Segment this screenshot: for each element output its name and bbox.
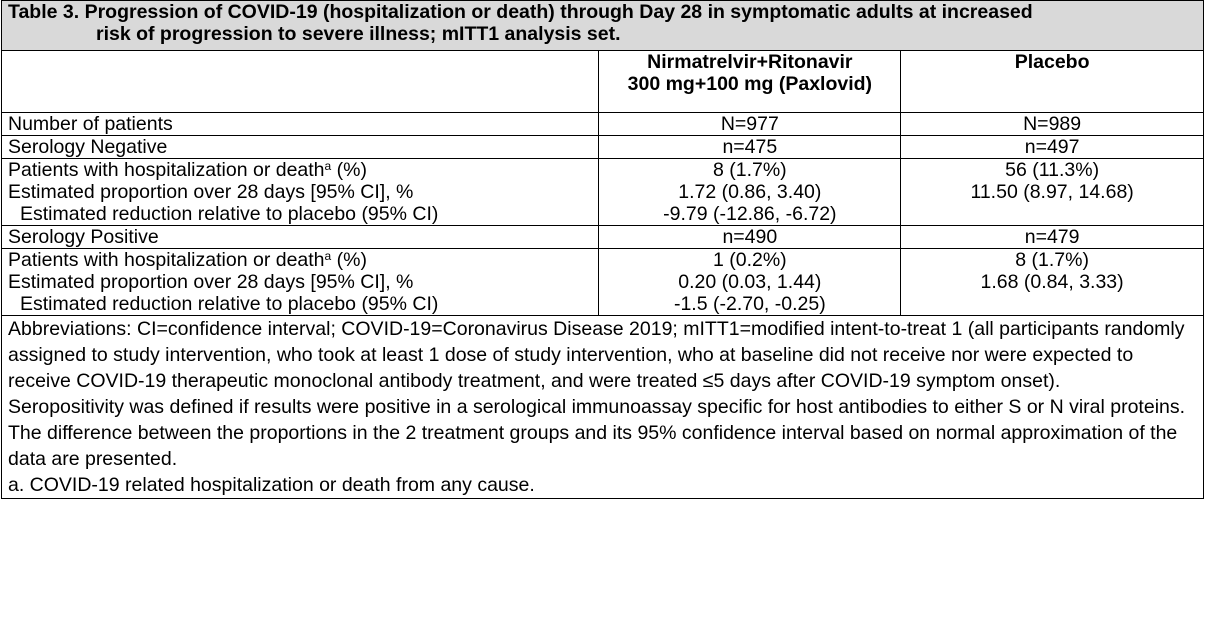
footnote-seropositivity: Seropositivity was defined if results were positive in a serological immunoassay specific for host antibodies to either S or N viral proteins. [8, 396, 1186, 418]
row-label: Serology Negative [2, 136, 599, 159]
placebo-value: 8 (1.7%) [1015, 249, 1089, 271]
row-label-tail: (%) [331, 159, 367, 181]
col-header-paxlovid [599, 51, 901, 113]
footnote-marker: a [324, 249, 332, 263]
column-header-row [2, 51, 1204, 113]
paxlovid-value: n=490 [599, 226, 901, 249]
paxlovid-value: 1.72 (0.86, 3.40) [678, 181, 822, 203]
row-label: Number of patients [2, 113, 599, 136]
row-label-line: Estimated proportion over 28 days [95% CI], % [8, 271, 414, 293]
table-title-row [2, 1, 1204, 51]
paxlovid-value-block [599, 159, 901, 226]
placebo-value: 11.50 (8.97, 14.68) [970, 181, 1134, 203]
row-label-text: Patients with hospitalization or death [8, 159, 325, 181]
footnotes [2, 316, 1204, 499]
row-label-line: Estimated reduction relative to placebo (95% CI) [20, 203, 439, 225]
paxlovid-value: n=475 [599, 136, 901, 159]
placebo-value-block [901, 249, 1204, 316]
table-row [2, 249, 1204, 316]
table-row [2, 136, 1204, 159]
footnote-marker: a [324, 159, 332, 173]
paxlovid-value: N=977 [599, 113, 901, 136]
row-label-tail: (%) [331, 249, 367, 271]
paxlovid-value-block [599, 249, 901, 316]
placebo-value: 1.68 (0.84, 3.33) [980, 271, 1124, 293]
row-label-block [2, 249, 599, 316]
paxlovid-value: -9.79 (-12.86, -6.72) [663, 203, 837, 225]
empty-header-cell [2, 51, 599, 113]
placebo-value: n=497 [901, 136, 1204, 159]
row-label: Serology Positive [2, 226, 599, 249]
title-line-1: Table 3. Progression of COVID-19 (hospitalization or death) through Day 28 in symptomatic adults at increased [8, 1, 1033, 23]
paxlovid-value: -1.5 (-2.70, -0.25) [673, 293, 826, 315]
placebo-value: n=479 [901, 226, 1204, 249]
table-row [2, 113, 1204, 136]
placebo-value-block [901, 159, 1204, 226]
row-label-line: Estimated proportion over 28 days [95% CI], % [8, 181, 414, 203]
placebo-value: N=989 [901, 113, 1204, 136]
row-label-line: Estimated reduction relative to placebo (95% CI) [20, 293, 439, 315]
row-label-text: Patients with hospitalization or death [8, 249, 325, 271]
table-title [2, 1, 1204, 51]
paxlovid-value: 1 (0.2%) [712, 249, 787, 271]
footnote-a: a. COVID-19 related hospitalization or death from any cause. [8, 474, 535, 496]
footnotes-row [2, 316, 1204, 499]
col-header-paxlovid-line1: Nirmatrelvir+Ritonavir [647, 51, 853, 73]
table-row [2, 226, 1204, 249]
paxlovid-value: 0.20 (0.03, 1.44) [678, 271, 822, 293]
results-table [1, 0, 1204, 499]
placebo-value: 56 (11.3%) [1005, 159, 1100, 181]
table-row [2, 159, 1204, 226]
paxlovid-value: 8 (1.7%) [712, 159, 787, 181]
row-label-line [8, 249, 592, 271]
row-label-line [8, 159, 592, 181]
col-header-placebo: Placebo [901, 51, 1204, 113]
title-line-2: risk of progression to severe illness; mITT1 analysis set. [96, 23, 621, 45]
footnote-abbreviations: Abbreviations: CI=confidence interval; COVID-19=Coronavirus Disease 2019; mITT1=modified intent-to-treat 1 (all participants randomly assigned to study intervention, who took at least 1 dose of study intervention, who at baseline did not receive nor were expected to receive COVID-19 therapeutic monoclonal antibody treatment, and were treated ≤5 days after COVID-19 symptom onset). [8, 318, 1185, 392]
row-label-block [2, 159, 599, 226]
col-header-paxlovid-line2: 300 mg+100 mg (Paxlovid) [627, 73, 873, 95]
footnote-difference: The difference between the proportions in the 2 treatment groups and its 95% confidence interval based on normal approximation of the data are presented. [8, 422, 1178, 470]
